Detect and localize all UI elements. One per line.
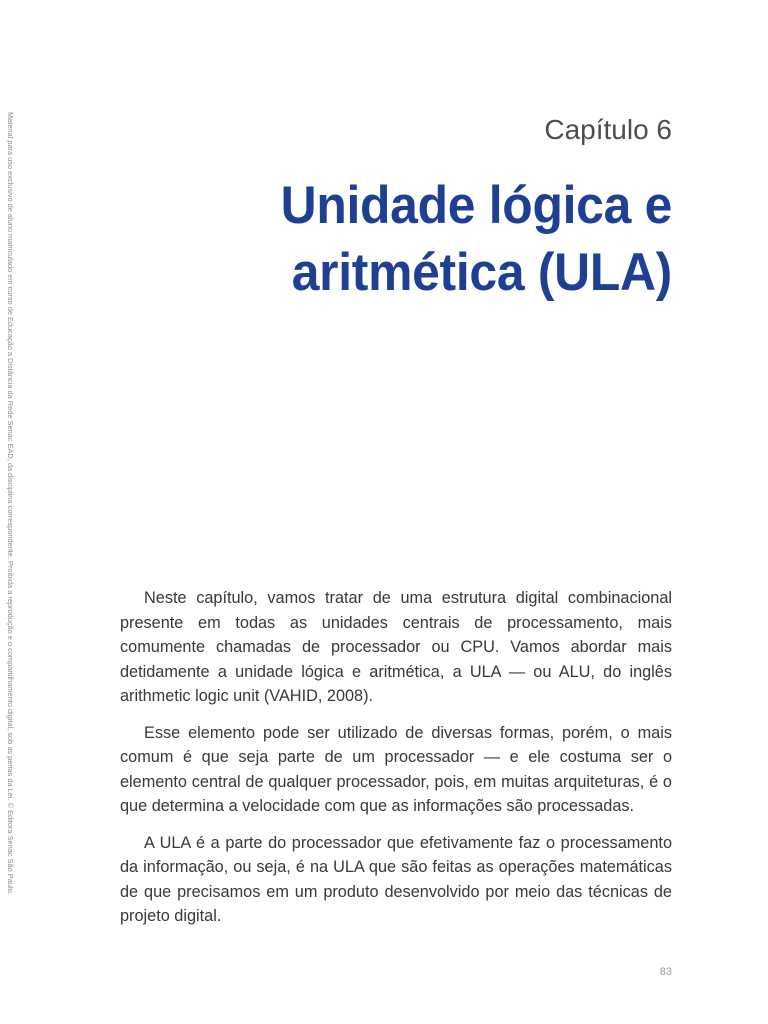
- chapter-title-line-1: Unidade lógica e: [280, 176, 672, 235]
- chapter-label: Capítulo 6: [544, 114, 672, 145]
- chapter-title: [183, 172, 672, 306]
- paragraph-3: A ULA é a parte do processador que efetivamente faz o processamento da informação, ou seja, é na ULA que são feitas as operações matemáticas de que precisamos em um produto desenvolvido por meio das técnicas de projeto digital.: [120, 833, 672, 925]
- paragraph-1: Neste capítulo, vamos tratar de uma estrutura digital combinacional presente em todas as unidades centrais de processamento, mais comumente chamadas de processador ou CPU. Vamos abordar mais detidamente a unidade lógica e aritmética, a ULA — ou ALU, do inglês arithmetic logic unit (VAHID, 2008).: [120, 589, 672, 705]
- page-number: 83: [659, 966, 672, 978]
- copyright-side-note: [4, 112, 16, 978]
- paragraph-2: Esse elemento pode ser utilizado de diversas formas, porém, o mais comum é que seja parte de um processador — e ele costuma ser o elemento central de qualquer processador, pois, em muitas arquiteturas, é o que determina a velocidade com que as informações são processadas.: [120, 723, 672, 815]
- chapter-body: [120, 586, 672, 941]
- chapter-title-line-2: aritmética (ULA): [291, 243, 672, 302]
- copyright-side-note-text: Material para uso exclusivo de aluno matriculado em curso de Educação a Distância da Rede Senac EAD, da disciplina correspondente. Proibida a reprodução e o compartilhamento digital, sob as penas da Lei. © Editora Senac São Paulo.: [6, 112, 15, 895]
